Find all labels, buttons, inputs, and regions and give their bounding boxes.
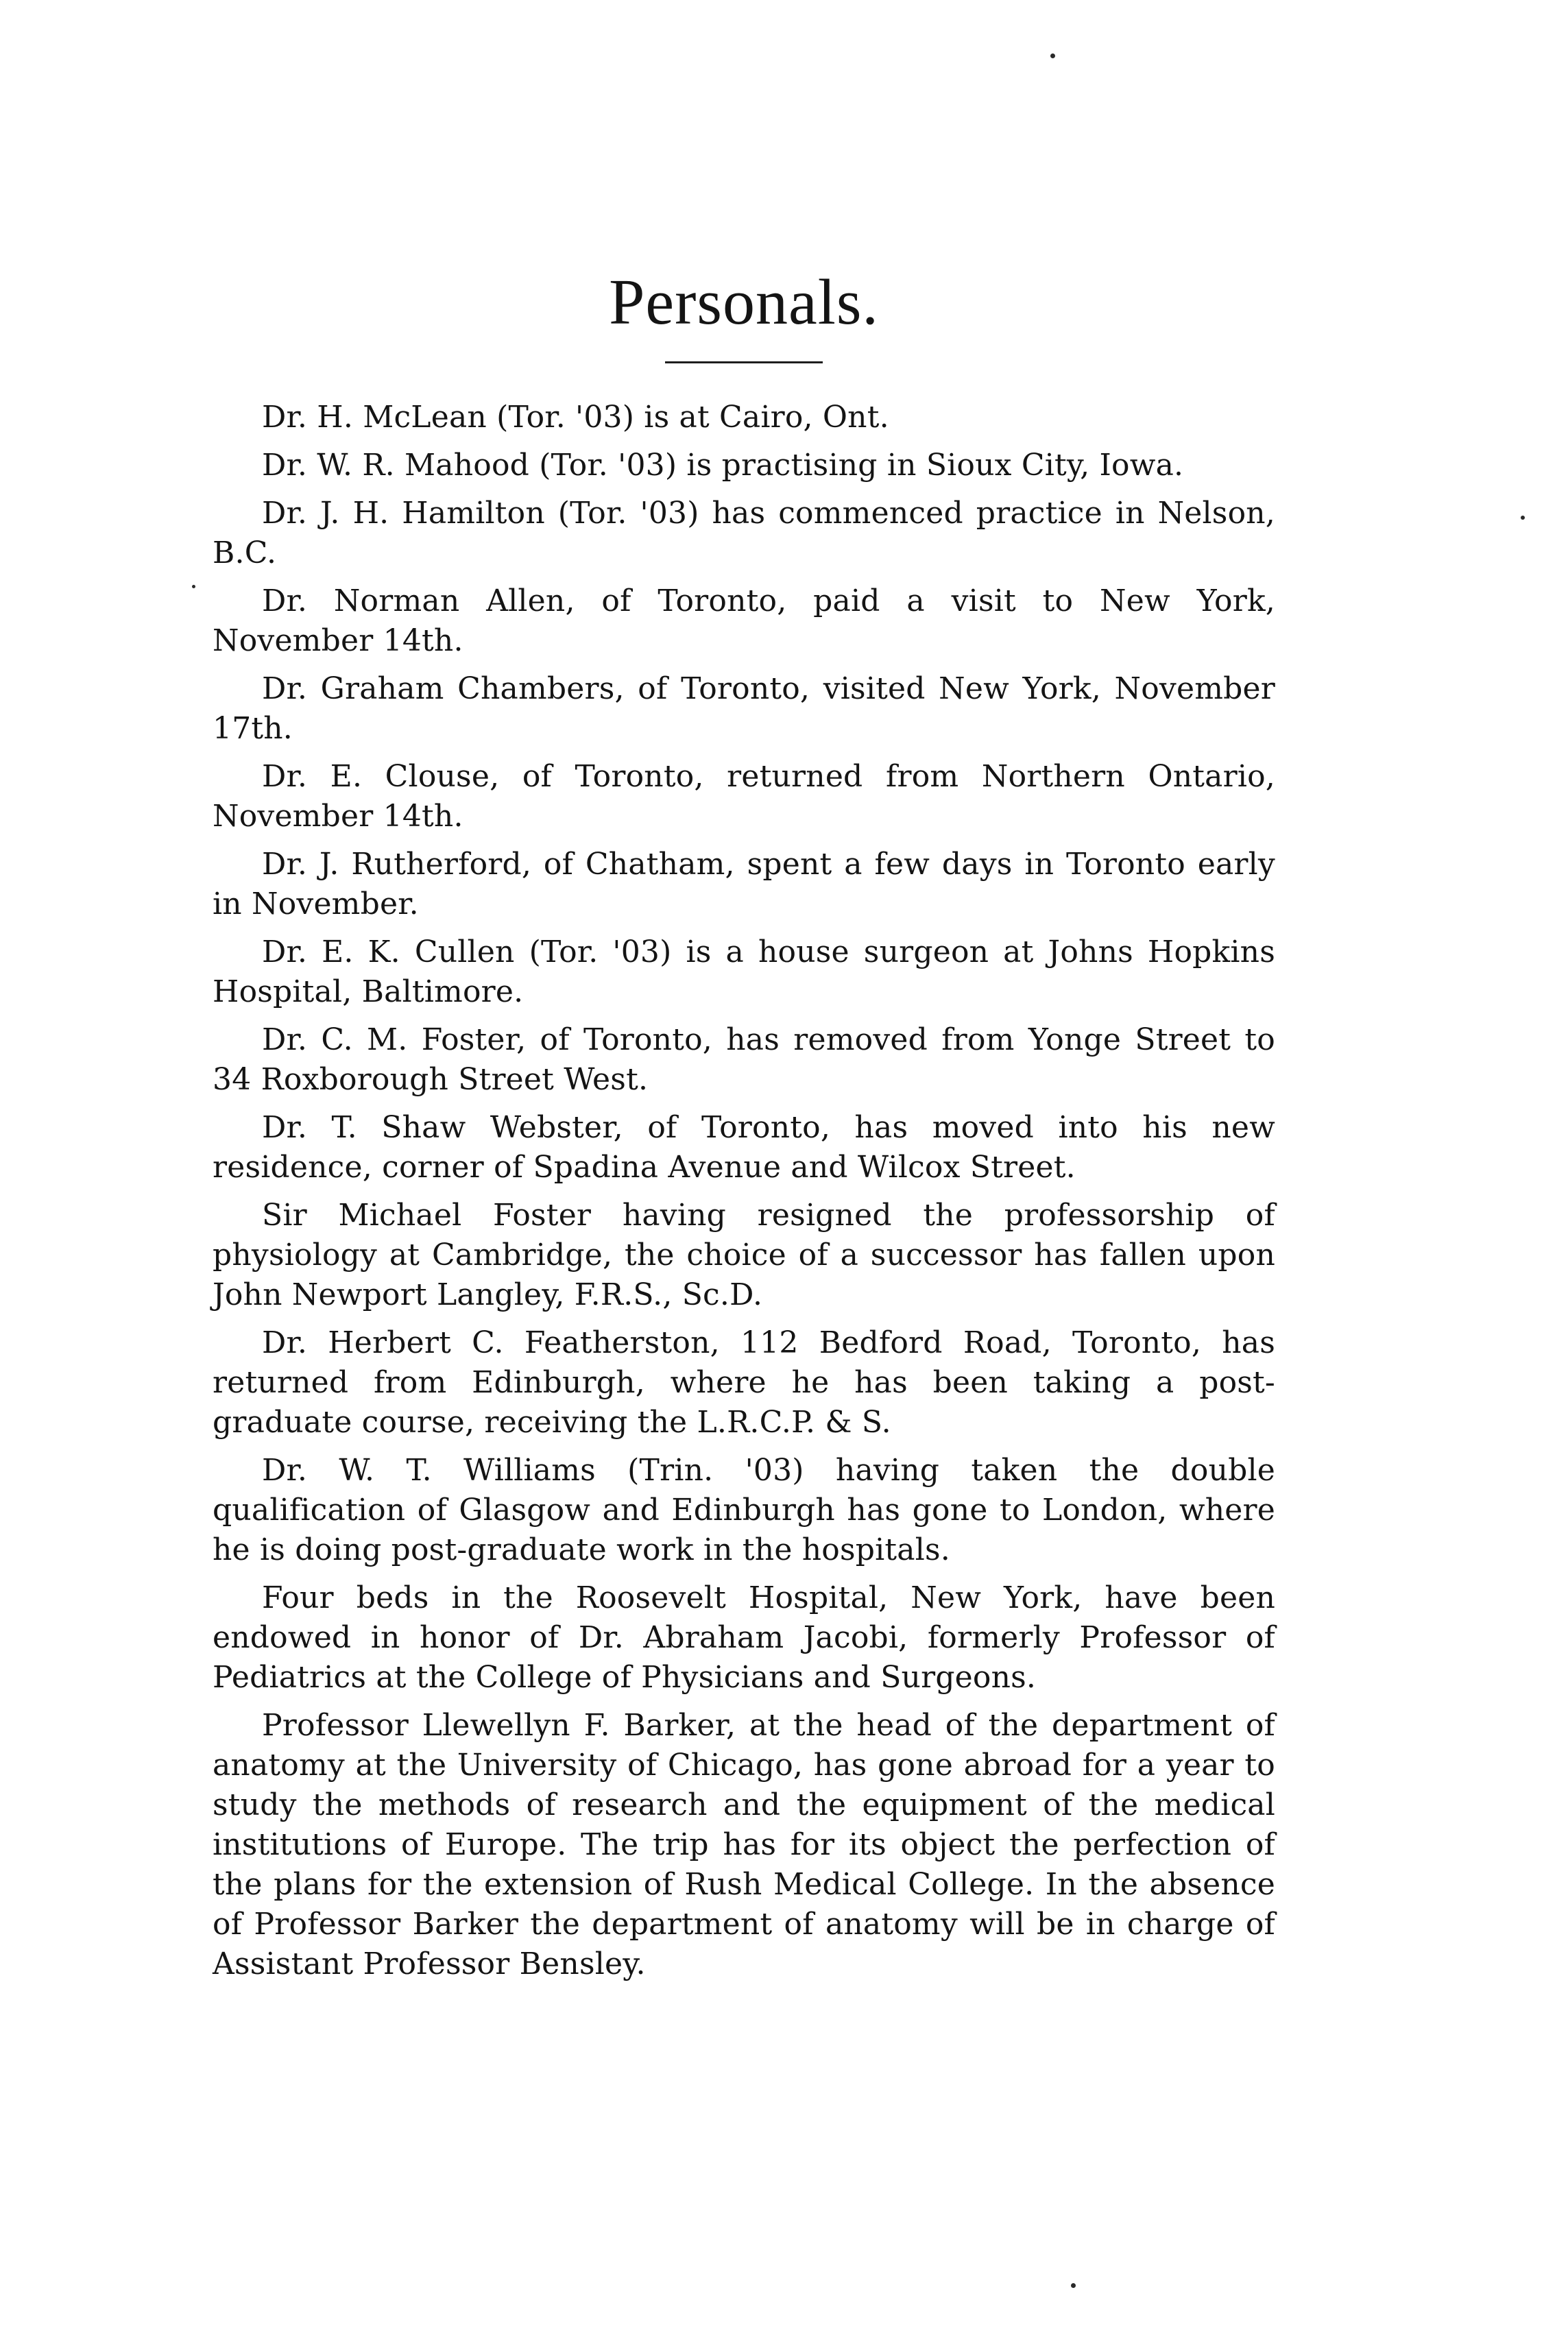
paragraph-mahood: Dr. W. R. Mahood (Tor. '03) is practising in Sioux City, Iowa. — [262, 448, 1184, 483]
paragraph-cullen: Dr. E. K. Cullen (Tor. '03) is a house surgeon at Johns Hopkins Hospital, Baltimore. — [213, 935, 1275, 1010]
paragraph-clouse: Dr. E. Clouse, of Toronto, returned from Northern Ontario, November 14th. — [213, 759, 1275, 834]
paragraph-hamilton: Dr. J. H. Hamilton (Tor. '03) has commenced practice in Nelson, B.C. — [213, 496, 1275, 571]
paragraph-roosevelt-hospital: Four beds in the Roosevelt Hospital, New York, have been endowed in honor of Dr. Abraham Jacobi, formerly Professor of Pediatrics at the College of Physicians and Surgeons. — [213, 1580, 1275, 1696]
paragraph-featherston: Dr. Herbert C. Featherston, 112 Bedford Road, Toronto, has returned from Edinburgh, where he has been taking a post-graduate course, receiving the L.R.C.P. & S. — [213, 1325, 1275, 1441]
paragraph-allen: Dr. Norman Allen, of Toronto, paid a visit to New York, November 14th. — [213, 583, 1275, 659]
page-title: Personals. — [609, 267, 879, 338]
paragraph-webster: Dr. T. Shaw Webster, of Toronto, has moved into his new residence, corner of Spadina Avenue and Wilcox Street. — [213, 1110, 1275, 1185]
paragraph-foster: Dr. C. M. Foster, of Toronto, has removed from Yonge Street to 34 Roxborough Street West. — [213, 1022, 1275, 1098]
paragraph-chambers: Dr. Graham Chambers, of Toronto, visited New York, November 17th. — [213, 671, 1275, 747]
paragraph-michael-foster: Sir Michael Foster having resigned the professorship of physiology at Cambridge, the choice of a successor has fallen upon John Newport Langley, F.R.S., Sc.D. — [213, 1198, 1275, 1313]
scan-speck-right — [1521, 516, 1525, 520]
paragraph-barker: Professor Llewellyn F. Barker, at the head of the department of anatomy at the University of Chicago, has gone abroad for a year to study the methods of research and the equipment of the medical institutions of Europe. The trip has for its object the perfection of the plans for the extension of Rush Medical College. In the absence of Professor Barker the department of anatomy will be in charge of Assistant Professor Bensley. — [213, 1708, 1275, 1982]
document-page — [213, 267, 1275, 1992]
paragraph-rutherford: Dr. J. Rutherford, of Chatham, spent a few days in Toronto early in November. — [213, 847, 1275, 922]
paragraph-williams: Dr. W. T. Williams (Trin. '03) having taken the double qualification of Glasgow and Edinburgh has gone to London, where he is doing post-graduate work in the hospitals. — [213, 1453, 1275, 1568]
scan-speck-left — [192, 585, 195, 588]
paragraph-mclean: Dr. H. McLean (Tor. '03) is at Cairo, Ont. — [262, 400, 889, 435]
scan-speck-bottom — [1071, 2283, 1076, 2288]
scan-speck-top — [1050, 53, 1055, 58]
title-rule — [665, 361, 823, 363]
